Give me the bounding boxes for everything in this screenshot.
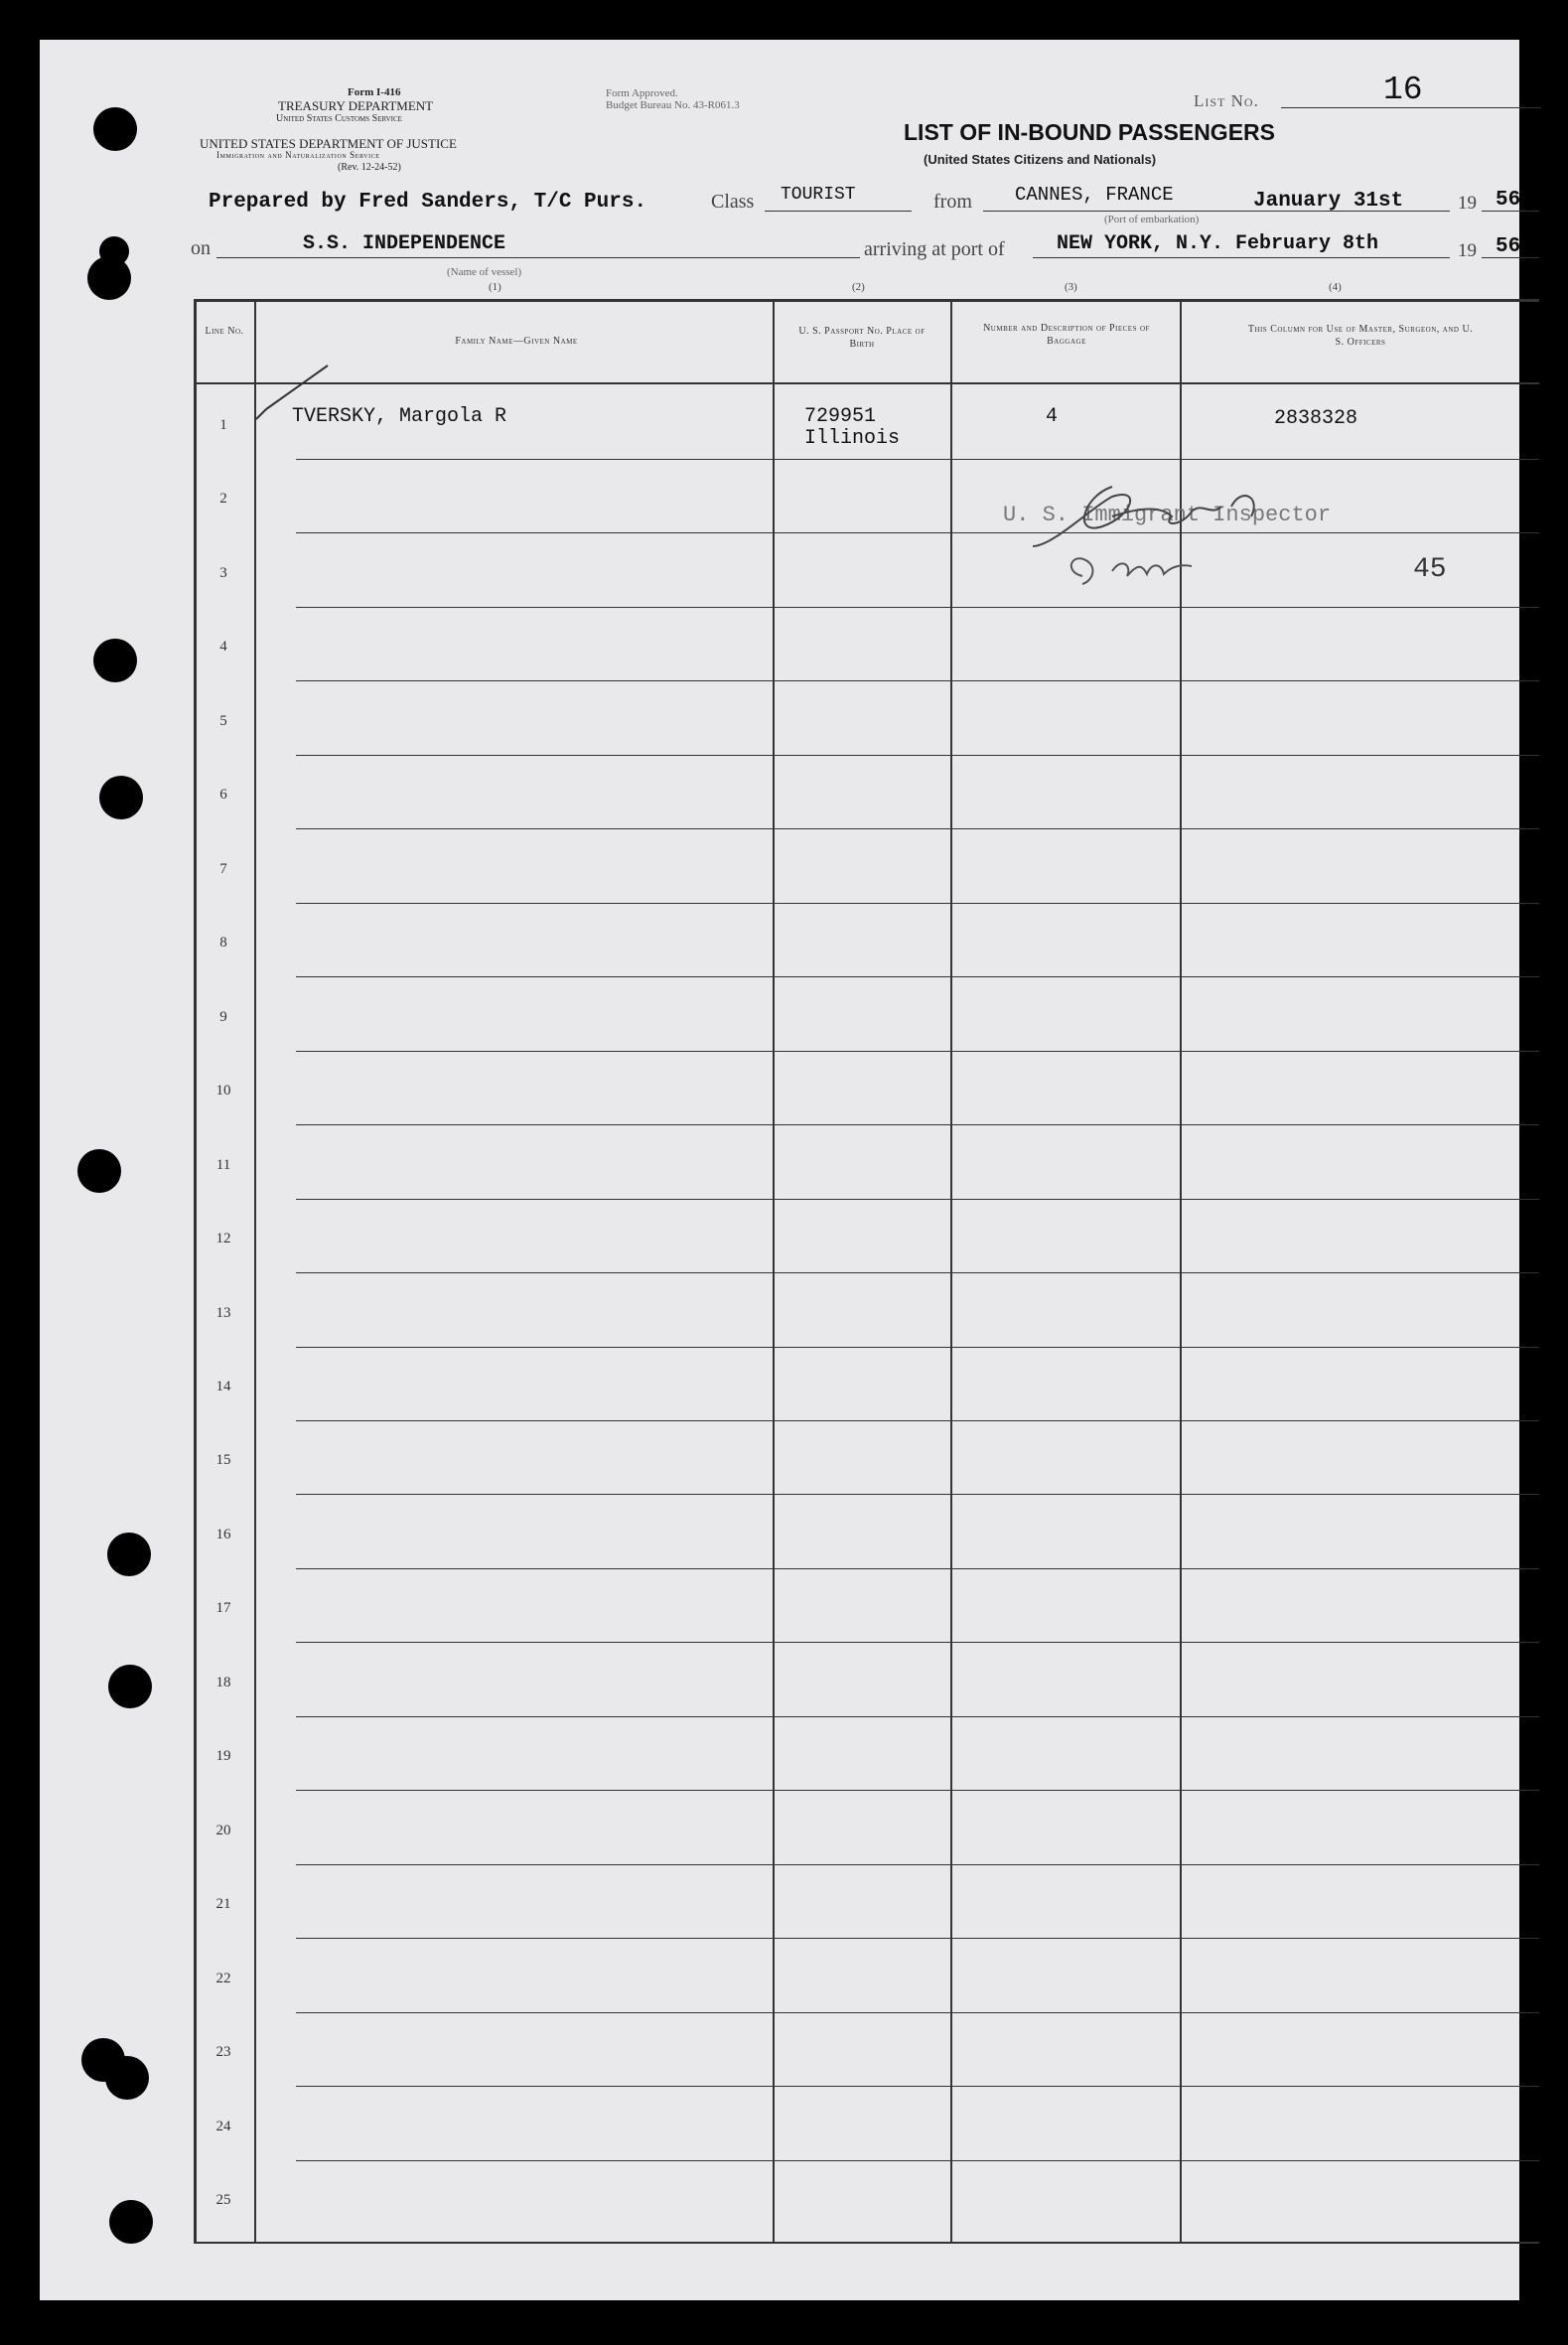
arrival-year: 56 xyxy=(1496,235,1521,258)
document-subtitle: (United States Citizens and Nationals) xyxy=(924,152,1157,167)
line-number: 4 xyxy=(219,639,227,656)
column-header-baggage: Number and Description of Pieces of Baggage xyxy=(983,323,1150,347)
inspector-signature xyxy=(993,457,1311,596)
line-number: 2 xyxy=(219,491,227,508)
departure-date: January 31st xyxy=(1253,190,1404,213)
row-rule xyxy=(296,1124,1539,1125)
line-number: 24 xyxy=(215,2118,231,2134)
on-label: on xyxy=(191,237,211,259)
line-number: 15 xyxy=(215,1452,231,1469)
ins-service: Immigration and Naturalization Service xyxy=(216,150,380,160)
column-number-4: (4) xyxy=(1329,281,1342,293)
check-mark-icon xyxy=(252,364,332,423)
column-header-passport: U. S. Passport No. Place of Birth xyxy=(798,326,926,350)
row-rule xyxy=(296,1494,1539,1495)
inspector-stamp: U. S. Immigrant Inspector xyxy=(1003,503,1332,527)
prepared-by: Prepared by Fred Sanders, T/C Purs. xyxy=(209,191,647,214)
column-header-name: Family Name—Given Name xyxy=(455,336,578,347)
punch-hole xyxy=(105,2056,149,2100)
punch-hole xyxy=(99,236,129,266)
line-number: 21 xyxy=(215,1896,231,1913)
row-rule xyxy=(296,903,1539,904)
line-number: 11 xyxy=(215,1156,231,1173)
line-number: 18 xyxy=(215,1674,231,1690)
treasury-department: TREASURY DEPARTMENT xyxy=(278,98,434,113)
column-number-2: (2) xyxy=(852,281,865,293)
line-number: 8 xyxy=(219,935,227,952)
customs-service: United States Customs Service xyxy=(276,113,402,124)
line-number: 9 xyxy=(219,1008,227,1025)
punch-hole xyxy=(99,776,143,819)
line-number: 1 xyxy=(219,417,227,433)
row-rule xyxy=(296,1420,1539,1421)
row-rule xyxy=(296,680,1539,681)
port-of-embarkation-caption: (Port of embarkation) xyxy=(1104,214,1200,225)
row-rule xyxy=(296,532,1539,533)
baggage-count: 4 xyxy=(1046,405,1059,428)
list-number-label: List No. xyxy=(1194,91,1259,110)
year-prefix: 19 xyxy=(1458,193,1477,214)
handwritten-count: 45 xyxy=(1413,554,1447,585)
departure-year: 56 xyxy=(1496,189,1521,212)
column-number-1: (1) xyxy=(489,281,501,293)
row-rule xyxy=(296,1199,1539,1200)
line-number: 25 xyxy=(215,2192,231,2208)
row-rule xyxy=(296,755,1539,756)
column-header-line-no: Line No. xyxy=(205,326,244,337)
row-rule xyxy=(296,2086,1539,2087)
punch-hole xyxy=(109,2200,153,2244)
row-rule xyxy=(296,1938,1539,1939)
passport-number: 729951 xyxy=(804,405,877,428)
line-number: 10 xyxy=(215,1083,231,1099)
punch-hole xyxy=(93,107,137,151)
officer-number: 2838328 xyxy=(1274,407,1358,430)
line-number: 20 xyxy=(215,1822,231,1838)
class-value: TOURIST xyxy=(781,185,856,205)
revision-date: (Rev. 12-24-52) xyxy=(338,162,401,173)
line-number: 14 xyxy=(215,1378,231,1394)
row-rule xyxy=(296,2160,1539,2161)
row-rule xyxy=(296,1642,1539,1643)
list-number: 16 xyxy=(1383,72,1423,108)
form-approved: Form Approved. xyxy=(606,87,678,99)
line-number: 3 xyxy=(219,564,227,581)
punch-hole xyxy=(108,1665,152,1708)
line-number: 5 xyxy=(219,712,227,729)
row-rule xyxy=(296,828,1539,829)
place-of-birth: Illinois xyxy=(804,427,901,450)
line-number: 22 xyxy=(215,1970,231,1986)
row-rule xyxy=(296,1716,1539,1717)
line-number: 13 xyxy=(215,1304,231,1321)
line-number: 16 xyxy=(215,1526,231,1542)
column-number-3: (3) xyxy=(1065,281,1077,293)
line-number: 6 xyxy=(219,787,227,804)
row-rule xyxy=(296,1347,1539,1348)
row-rule xyxy=(296,1568,1539,1569)
department-of-justice: UNITED STATES DEPARTMENT OF JUSTICE xyxy=(200,136,457,151)
arrival-port: NEW YORK, N.Y. February 8th xyxy=(1057,232,1379,255)
line-number: 19 xyxy=(215,1748,231,1765)
line-number: 23 xyxy=(215,2044,231,2061)
from-label: from xyxy=(933,191,972,213)
row-rule xyxy=(296,2012,1539,2013)
line-number: 12 xyxy=(215,1231,231,1247)
budget-bureau: Budget Bureau No. 43-R061.3 xyxy=(606,99,740,111)
port-of-embarkation: CANNES, FRANCE xyxy=(1015,184,1174,206)
form-number: Form I-416 xyxy=(348,86,401,98)
punch-hole xyxy=(93,639,137,682)
row-rule xyxy=(296,976,1539,977)
line-number: 7 xyxy=(219,860,227,877)
passenger-name: TVERSKY, Margola R xyxy=(292,405,507,428)
arriving-label: arriving at port of xyxy=(864,238,1005,260)
vessel-name: S.S. INDEPENDENCE xyxy=(303,232,506,255)
column-header-officers: This Column for Use of Master, Surgeon, and U. S. Officers xyxy=(1247,324,1474,348)
row-rule xyxy=(296,1864,1539,1865)
line-number: 17 xyxy=(215,1600,231,1617)
vessel-caption: (Name of vessel) xyxy=(447,266,522,278)
punch-hole xyxy=(107,1533,151,1576)
row-rule xyxy=(296,1790,1539,1791)
row-rule xyxy=(296,607,1539,608)
row-rule xyxy=(296,1272,1539,1273)
table-bottom-rule xyxy=(194,2242,1539,2244)
class-label: Class xyxy=(711,191,755,213)
document-page xyxy=(40,40,1519,2300)
row-rule xyxy=(296,1051,1539,1052)
year-prefix: 19 xyxy=(1458,240,1477,261)
row-rule xyxy=(296,459,1539,460)
punch-hole xyxy=(77,1149,121,1193)
document-title: LIST OF IN-BOUND PASSENGERS xyxy=(904,119,1275,145)
